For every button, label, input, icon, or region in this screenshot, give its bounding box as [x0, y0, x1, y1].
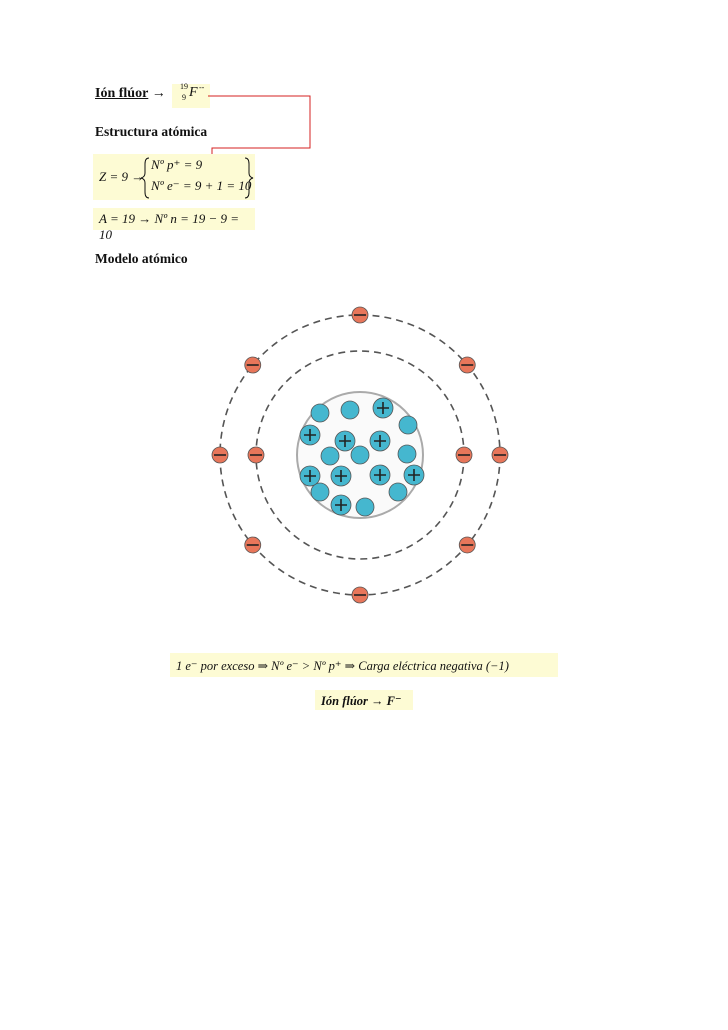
- charge-explanation: 1 e⁻ por exceso ⇒ Nº e⁻ > Nº p⁺ ⇒ Carga eléctrica negativa (−1): [176, 659, 509, 673]
- atom-model-diagram: [200, 300, 530, 620]
- protons-count: Nº p⁺ = 9: [151, 157, 203, 172]
- ion-charge: --: [199, 83, 205, 92]
- charge-explanation-box: [170, 653, 558, 677]
- mass-number-box: [93, 208, 255, 242]
- atomic-number: 9: [182, 93, 186, 102]
- electrons-count: Nº e⁻ = 9 + 1 = 10: [151, 178, 252, 193]
- ion-label: Ión flúor: [95, 86, 149, 101]
- ion-result-box: [315, 690, 413, 710]
- neutron: [356, 498, 374, 516]
- arrow: →: [151, 86, 166, 101]
- neutron: [351, 446, 369, 464]
- z-expression: Z = 9 →: [99, 169, 145, 184]
- model-heading: Modelo atómico: [95, 251, 188, 266]
- atomic-number-box: [93, 154, 255, 200]
- neutron: [341, 401, 359, 419]
- neutron: [311, 404, 329, 422]
- neutron: [389, 483, 407, 501]
- neutron: [398, 445, 416, 463]
- element-symbol: F: [189, 85, 198, 100]
- neutron: [399, 416, 417, 434]
- neutron: [321, 447, 339, 465]
- structure-heading: Estructura atómica: [95, 124, 208, 139]
- mass-number: 19: [180, 82, 188, 91]
- a-expression: A = 19 → Nº n = 19 − 9 = 10: [99, 211, 239, 242]
- ion-result: Ión flúor → F⁻: [321, 694, 402, 708]
